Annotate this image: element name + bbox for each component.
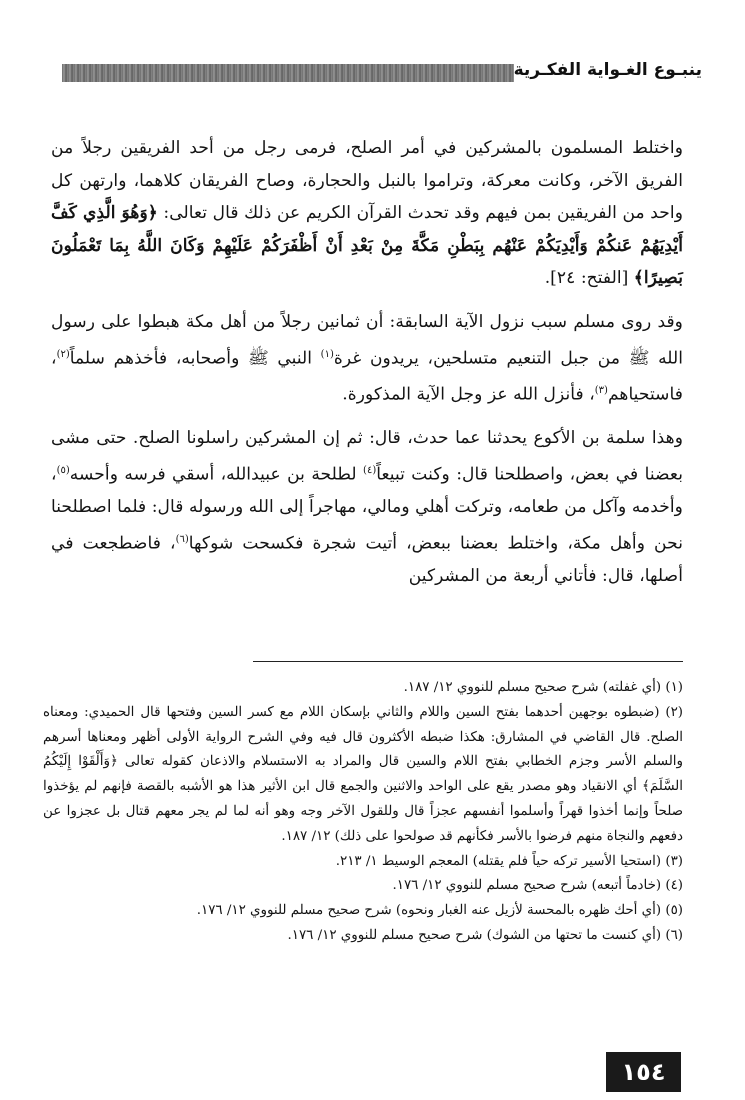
quran-verse: ﴿وَهُوَ الَّذِي كَفَّ أَيْدِيَهُمْ عَنكُمْ وَأَيْدِيَكُمْ عَنْهُم بِبَطْنِ مَكَّةَ مِنْ بَعْدِ أَنْ أَظْفَرَكُمْ عَلَيْهِمْ وَكَانَ اللَّهُ بِمَا تَعْمَلُونَ بَصِيرًا﴾ [51, 203, 683, 289]
running-header [62, 58, 702, 88]
paragraph-1 [51, 132, 683, 295]
footnote-5: (٥) (أي أحك ظهره بالمحسة لأزيل عنه الغبار ونحوه) شرح صحيح مسلم للنووي ١٢/ ١٧٦. [196, 903, 683, 919]
paragraph-2-text-a: وقد روى مسلم سبب نزول الآية السابقة: أن ثمانين رجلاً من أهل مكة هبطوا على رسول الله ﷺ من جبل التنعيم متسلحين، يريدون غرة [51, 311, 683, 369]
paragraph-2-text-c: ، فاستحياهم [51, 348, 683, 405]
paragraph-3-text-c: ، وأخدمه وآكل من طعامه، وتركت أهلي ومالي، مهاجراً إلى الله ورسوله قال: فلما اصطلحنا نحن وأهل مكة، واختلط بعضنا ببعض، أتيت شجرة فكسحت شوكها [51, 464, 683, 554]
paragraph-2 [51, 306, 683, 411]
paragraph-1-text: واختلط المسلمون بالمشركين في أمر الصلح، فرمى رجل من أحد الفريقين رجلاً من الفريق الآخر، وكانت معركة، وتراموا بالنبل والحجارة، وصاح الفريقان كلاهما، وارتهن كل واحد من الفريقين بمن فيهم وقد تحدث القرآن الكريم عن ذلك قال تعالى: [51, 138, 683, 224]
footnote-6: (٦) (أي كنست ما تحتها من الشوك) شرح صحيح مسلم للنووي ١٢/ ١٧٦. [287, 927, 683, 943]
footnote-marker-5: (٥) [56, 464, 70, 476]
footnote-marker-3: (٣) [594, 384, 608, 396]
main-text [51, 132, 683, 593]
footnote-marker-4: (٤) [363, 464, 377, 476]
footnote-marker-2: (٢) [56, 348, 70, 360]
footnote-1: (١) (أي غفلته) شرح صحيح مسلم للنووي ١٢/ ١٨٧. [403, 680, 683, 695]
footnotes [43, 676, 683, 949]
footnote-separator [253, 661, 683, 662]
paragraph-3-text-a: وهذا سلمة بن الأكوع يحدثنا عما حدث، قال: ثم إن المشركين راسلونا الصلح. حتى مشى بعضنا في بعض، واصطلحنا قال: وكنت تبيعاً [51, 428, 684, 485]
page-number: ١٥٤ [606, 1052, 681, 1092]
footnote-2: (٢) (ضبطوه بوجهين أحدهما بفتح السين واللام والثاني بإسكان اللام مع كسر السين وفتحها قال الحميدي: ومعناه الصلح. قال القاضي في المشارق: هكذا ضبطه الأكثرون قال فيه وفي الشرح الرواية الأولى أظهر ومعناها أسرهم والسلم الأسر وجزم الخطابي بفتح اللام والسين قال والمراد به الاستسلام والاذعان كقوله تعالى ﴿وَأَلْقَوْا إِلَيْكُمُ السَّلَمَ﴾ أي الانقياد وهو مصدر يقع على الواحد والاثنين والجمع قال ابن الأثير هذا هو الأشبه بالقصة فإنهم لم يؤخذوا صلحاً وإنما أخذوا قهراً وأسلموا أنفسهم عجزاً قال وللقول الآخر وجه وهو أنه لما لم يجر معهم قتال بل عجزوا عن دفعهم والنجاة منهم فرضوا بالأسر فكأنهم قد صولحوا على ذلك) ١٢/ ١٨٧. [43, 704, 683, 844]
footnote-marker-1: (١) [320, 348, 334, 360]
running-header-title: ينبـوع الغـواية الفكـرية [513, 60, 702, 80]
footnote-4: (٤) (خادماً أتبعه) شرح صحيح مسلم للنووي ١٢/ ١٧٦. [392, 878, 683, 894]
paragraph-3-text-b: لطلحة بن عبيدالله، أسقي فرسه وأحسه [69, 464, 364, 485]
paragraph-2-text-d: ، فأنزل الله عز وجل الآية المذكورة. [342, 384, 595, 405]
verse-reference: [الفتح: ٢٤]. [544, 268, 634, 289]
footnote-3: (٣) (استحيا الأسير تركه حياً فلم يقتله) المعجم الوسيط ١/ ٢١٣. [335, 853, 683, 869]
footnote-marker-6: (٦) [175, 533, 189, 545]
paragraph-3-text-d: ، فاضطجعت في أصلها، قال: فأتاني أربعة من المشركين [51, 533, 683, 587]
header-decorative-bar [62, 64, 514, 82]
paragraph-3 [51, 422, 683, 592]
paragraph-2-text-b: النبي ﷺ وأصحابه، فأخذهم سلماً [69, 348, 321, 369]
